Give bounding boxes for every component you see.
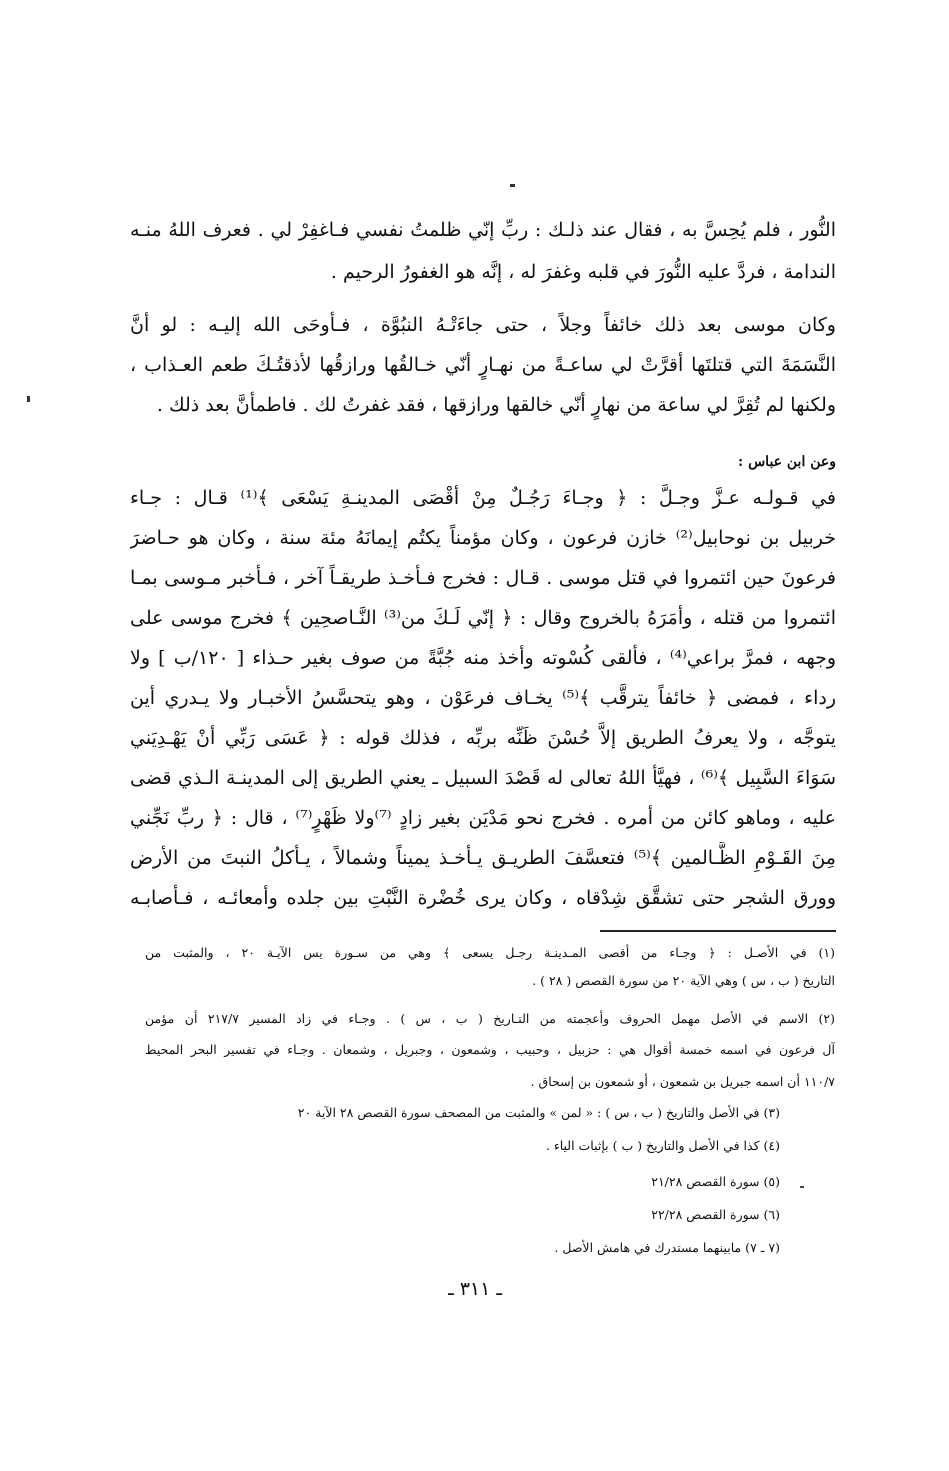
scan-mark [800,1186,804,1188]
scan-mark [510,184,515,187]
page-number: ـ ٣١١ ـ [448,1278,502,1300]
footnote-line: (١) في الأصـل : ﴿ وجـاء من أقصى المـدينـة رجـل يسعى ﴾ وهي من سـورة يس الآيـة ٢٠ ، والمثبت من [145,945,835,960]
body-line: وورق الشجر حتى تشقَّق شِدْقاه ، وكان يرى خُضْرة النَّبْتِ بين جلده وأمعائـه ، فـأصابـه [130,887,836,909]
footnote-line: (٧ ـ ٧) مابينهما مستدرك في هامش الأصل . [554,1240,780,1255]
body-line: مِنَ القَـوْمِ الظَّـالمين ﴾⁽⁵⁾ فتعسَّفَ الطريـق يـأخـذ يميناً وشمالاً ، يـأكلُ النبتَ من الأرض [130,847,836,869]
footnote-line: التاريخ ( ب ، س ) وهي الآية ٢٠ من سورة القصص ( ٢٨ ) . [532,973,835,988]
footnote-line: (٢) الاسم في الأصل مهمل الحروف وأعجمته من التـاريخ ( ب ، س ) . وجـاء في زاد المسير ٢١٧/٧ أن مؤمن [145,1011,835,1026]
body-line: سَوَاءَ السَّبِيل ﴾⁽⁶⁾ ، فهيَّأ اللهُ تعالى له قَصْدَ السبيل ـ يعني الطريق إلى المدينـة الـذي قضى [130,767,836,789]
body-line: عليه ، وماهو كائن من أمره . فخرج نحو مَدْيَن بغير زادٍ ⁽⁷⁾ولا ظَهْرٍ⁽⁷⁾ ، قال : ﴿ ربِّ نَجِّني [130,807,836,829]
body-line: يتوجَّه ، ولا يعرفُ الطريق إلاَّ حُسْنَ ظَنِّه بربِّه ، فذلك قوله : ﴿ عَسَى رَبِّي أنْ يَهْـدِيَني [130,727,836,749]
footnote-line: ١١٠/٧ أن اسمه جبريل بن شمعون ، أو شمعون بن إسحاق . [530,1074,835,1089]
scan-mark [27,396,30,402]
footnote-line: آل فرعون في اسمه خمسة أقوال هي : حزبيل ، وحبيب ، وشمعون ، وجبريل ، وشمعان . وجـاء في تفسير البحر المحيط [145,1042,835,1057]
body-line: رداء ، فمضى ﴿ خائفاً يترقَّب ﴾⁽⁵⁾ يخـاف فرعَوْن ، وهو يتحسَّسُ الأخبـار ولا يـدري أين [130,687,836,709]
body-line: خربيل بن نوحابيل⁽²⁾ خازن فرعون ، وكان مؤمناً يكتُم إيمانَهُ مئة سنة ، وكان هو حـاضرَ [130,527,836,549]
body-line: فرعونَ حين ائتمروا في قتل موسى . قـال : فخرج فـأخـذ طريقـاً آخر ، فـأخبر مـوسى بمـا [130,567,836,589]
footnote-separator [600,930,836,932]
body-line: النَّسَمَةَ التي قتلتَها أقرَّتْ لي ساعـةً من نهـارٍ أنّي خـالقُها ورازقُها لأذقتُـكَ طعم العـذاب ، [130,354,836,376]
body-line: الندامة ، فردَّ عليه النُّورَ في قلبه وغفرَ له ، إنَّه هو الغفورُ الرحيم . [330,261,836,283]
body-line: ولكنها لم تُقِرَّ لي ساعة من نهارٍ أنّي خالقها ورازقها ، فقد غفرتُ لك . فاطمأنَّ بعد ذلك . [156,394,836,416]
footnote-line: (٤) كذا في الأصل والتاريخ ( ب ) بإثبات الياء . [545,1138,780,1153]
footnote-line: (٣) في الأصل والتاريخ ( ب ، س ) : « لمن » والمثبت من المصحف سورة القصص ٢٨ الآية ٢٠ [297,1105,780,1120]
body-line: ائتمروا من قتله ، وأمَرَهُ بالخروج وقال : ﴿ إنّي لَـكَ من⁽³⁾ النَّـاصحِين ﴾ فخرج موسى على [130,607,836,629]
body-line: وجهه ، فمرَّ براعي⁽⁴⁾ ، فألقى كُسْوته وأخذ منه جُبَّةً من صوف بغير حـذاء [ ١٢٠/ب ] ولا [130,647,836,669]
body-line: وكان موسى بعد ذلك خائفاً وجلاً ، حتى جاءَتْـهُ النبُوَّة ، فـأوحَى الله إليـه : لو أنَّ [130,314,836,336]
section-heading: وعن ابن عباس : [738,454,836,470]
body-line: النُّور ، فلم يُحِسَّ به ، فقال عند ذلـك : ربِّ إنّي ظلمتُ نفسي فـاغفِرْ لي . فعرف اللهُ منـه [130,219,836,241]
footnote-line: (٥) سورة القصص ٢١/٢٨ [651,1174,780,1189]
body-line: في قـولـه عـزَّ وجـلَّ : ﴿ وجـاءَ رَجُـلٌ مِنْ أقْصَى المدينـةِ يَسْعَى ﴾⁽¹⁾ قـال : جـاء [130,487,836,509]
footnote-line: (٦) سورة القصص ٢٢/٢٨ [651,1207,780,1222]
